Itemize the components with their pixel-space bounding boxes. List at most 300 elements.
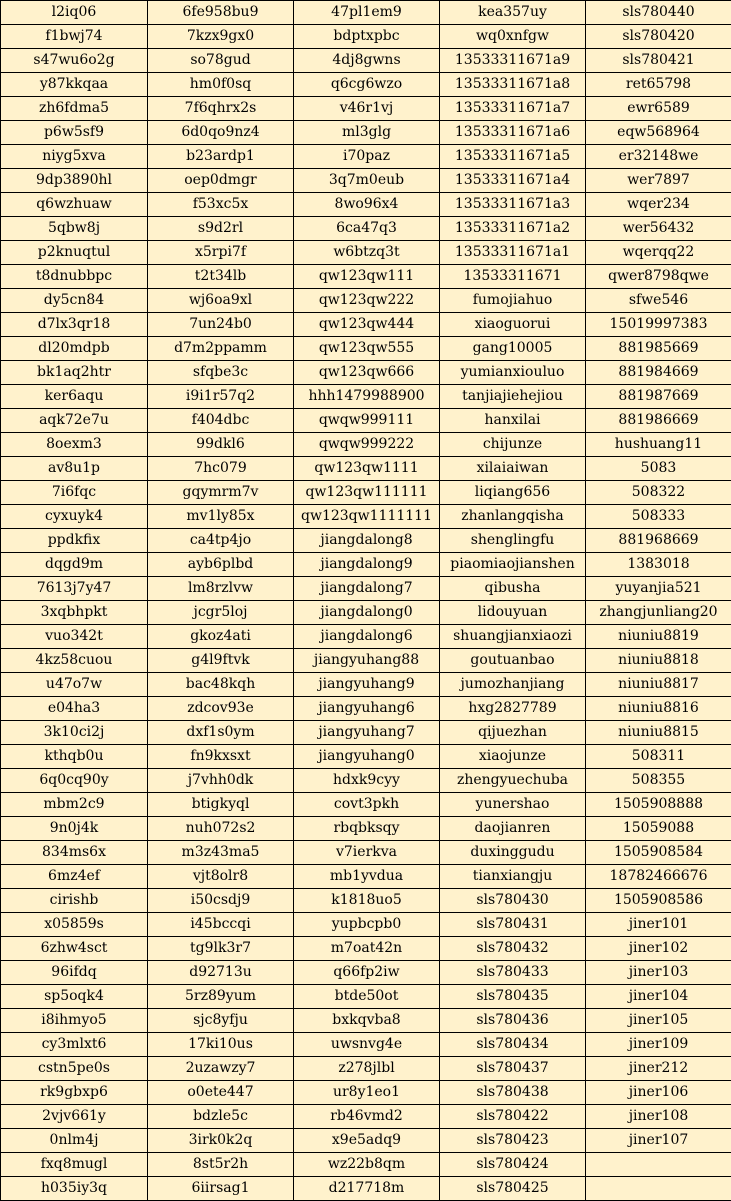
table-cell-col2: nuh072s2 <box>148 817 294 841</box>
table-cell-col3: rbqbksqy <box>294 817 440 841</box>
table-cell-col1: dqgd9m <box>1 553 148 577</box>
table-cell-col1: dy5cn84 <box>1 289 148 313</box>
table-cell-col4: wq0xnfgw <box>440 25 586 49</box>
table-row <box>1 25 731 49</box>
table-cell-col3: ml3glg <box>294 121 440 145</box>
table-cell-col2: gqymrm7v <box>148 481 294 505</box>
table-row <box>1 385 731 409</box>
table-cell-col2: x5rpi7f <box>148 241 294 265</box>
table-cell-col4: 13533311671a2 <box>440 217 586 241</box>
table-cell-col4: kea357uy <box>440 1 586 25</box>
table-cell-col5: 1505908888 <box>586 793 731 817</box>
table-cell-col3: qw123qw1111111 <box>294 505 440 529</box>
table-cell-col2: mv1ly85x <box>148 505 294 529</box>
table-cell-col4: sls780435 <box>440 985 586 1009</box>
table-row <box>1 409 731 433</box>
table-cell-col5: niuniu8817 <box>586 673 731 697</box>
table-cell-col1: vuo342t <box>1 625 148 649</box>
table-cell-col5: 15059088 <box>586 817 731 841</box>
table-cell-col4: xiaoguorui <box>440 313 586 337</box>
table-cell-col5: 15019997383 <box>586 313 731 337</box>
table-cell-col4: jumozhanjiang <box>440 673 586 697</box>
table-cell-col4: shuangjianxiaozi <box>440 625 586 649</box>
table-cell-col4: 13533311671a8 <box>440 73 586 97</box>
table-cell-col3: k1818uo5 <box>294 889 440 913</box>
table-row <box>1 265 731 289</box>
table-body <box>1 1 731 1201</box>
table-cell-col3: ur8y1eo1 <box>294 1081 440 1105</box>
table-cell-col2: g4l9ftvk <box>148 649 294 673</box>
table-row <box>1 337 731 361</box>
table-row <box>1 121 731 145</box>
table-cell-col2: o0ete447 <box>148 1081 294 1105</box>
table-row <box>1 577 731 601</box>
table-cell-col1: 6q0cq90y <box>1 769 148 793</box>
table-cell-col2: dxf1s0ym <box>148 721 294 745</box>
table-cell-col2: 6iirsag1 <box>148 1177 294 1201</box>
table-cell-col5: 881984669 <box>586 361 731 385</box>
table-row <box>1 913 731 937</box>
table-row <box>1 433 731 457</box>
table-cell-col3: jiangdalong8 <box>294 529 440 553</box>
table-cell-col4: zhanlangqisha <box>440 505 586 529</box>
table-cell-col3: qw123qw1111 <box>294 457 440 481</box>
table-row <box>1 529 731 553</box>
table-cell-col3: yupbcpb0 <box>294 913 440 937</box>
table-cell-col3: qw123qw666 <box>294 361 440 385</box>
table-cell-col1: 9n0j4k <box>1 817 148 841</box>
table-cell-col1: 7613j7y47 <box>1 577 148 601</box>
table-cell-col3: bdptxpbc <box>294 25 440 49</box>
table-cell-col2: ayb6plbd <box>148 553 294 577</box>
table-cell-col2: bac48kqh <box>148 673 294 697</box>
table-cell-col3: hdxk9cyy <box>294 769 440 793</box>
table-cell-col4: xiaojunze <box>440 745 586 769</box>
table-cell-col4: yunershao <box>440 793 586 817</box>
table-cell-col3: covt3pkh <box>294 793 440 817</box>
table-cell-col1: l2iq06 <box>1 1 148 25</box>
table-cell-col4: 13533311671a4 <box>440 169 586 193</box>
table-cell-col4: sls780436 <box>440 1009 586 1033</box>
table-cell-col5: niuniu8819 <box>586 625 731 649</box>
table-cell-col2: t2t34lb <box>148 265 294 289</box>
table-cell-col3: x9e5adq9 <box>294 1129 440 1153</box>
table-cell-col2: i50csdj9 <box>148 889 294 913</box>
table-row <box>1 1105 731 1129</box>
table-cell-col2: s9d2rl <box>148 217 294 241</box>
table-cell-col1: sp5oqk4 <box>1 985 148 1009</box>
table-cell-col3: v7ierkva <box>294 841 440 865</box>
table-cell-col1: 4kz58cuou <box>1 649 148 673</box>
table-row <box>1 937 731 961</box>
table-cell-col3: bxkqvba8 <box>294 1009 440 1033</box>
table-cell-col5 <box>586 1153 731 1177</box>
table-cell-col3: jiangdalong9 <box>294 553 440 577</box>
table-cell-col3: d217718m <box>294 1177 440 1201</box>
table-row <box>1 1 731 25</box>
table-cell-col5: wer7897 <box>586 169 731 193</box>
table-cell-col1: fxq8mugl <box>1 1153 148 1177</box>
table-cell-col2: 2uzawzy7 <box>148 1057 294 1081</box>
table-cell-col2: f53xc5x <box>148 193 294 217</box>
table-cell-col4: sls780433 <box>440 961 586 985</box>
table-cell-col5: yuyanjia521 <box>586 577 731 601</box>
table-cell-col2: 7un24b0 <box>148 313 294 337</box>
table-cell-col1: cyxuyk4 <box>1 505 148 529</box>
table-row <box>1 793 731 817</box>
table-cell-col5: 1505908586 <box>586 889 731 913</box>
table-cell-col2: so78gud <box>148 49 294 73</box>
table-row <box>1 457 731 481</box>
table-cell-col4: sls780430 <box>440 889 586 913</box>
table-cell-col3: 4dj8gwns <box>294 49 440 73</box>
table-row <box>1 505 731 529</box>
table-cell-col4: fumojiahuo <box>440 289 586 313</box>
table-cell-col3: btde50ot <box>294 985 440 1009</box>
table-cell-col1: h035iy3q <box>1 1177 148 1201</box>
table-cell-col5: jiner105 <box>586 1009 731 1033</box>
table-cell-col1: 3xqbhpkt <box>1 601 148 625</box>
table-cell-col1: t8dnubbpc <box>1 265 148 289</box>
table-cell-col3: jiangyuhang6 <box>294 697 440 721</box>
table-cell-col5: sfwe546 <box>586 289 731 313</box>
table-cell-col4: qijuezhan <box>440 721 586 745</box>
table-cell-col3: 3q7m0eub <box>294 169 440 193</box>
table-cell-col3: qw123qw111111 <box>294 481 440 505</box>
table-cell-col2: 6d0qo9nz4 <box>148 121 294 145</box>
table-cell-col5: ret65798 <box>586 73 731 97</box>
table-row <box>1 361 731 385</box>
table-cell-col2: wj6oa9xl <box>148 289 294 313</box>
table-cell-col3: i70paz <box>294 145 440 169</box>
table-cell-col5: 881985669 <box>586 337 731 361</box>
table-cell-col5: 508322 <box>586 481 731 505</box>
table-cell-col4: sls780425 <box>440 1177 586 1201</box>
table-cell-col2: 7hc079 <box>148 457 294 481</box>
table-cell-col3: wz22b8qm <box>294 1153 440 1177</box>
table-cell-col1: i8ihmyo5 <box>1 1009 148 1033</box>
table-cell-col1: 96ifdq <box>1 961 148 985</box>
table-cell-col2: 99dkl6 <box>148 433 294 457</box>
table-cell-col4: 13533311671a6 <box>440 121 586 145</box>
table-cell-col1: u47o7w <box>1 673 148 697</box>
table-cell-col2: b23ardp1 <box>148 145 294 169</box>
table-cell-col2: 8st5r2h <box>148 1153 294 1177</box>
table-cell-col5: 881968669 <box>586 529 731 553</box>
table-row <box>1 481 731 505</box>
table-cell-col1: 2vjv661y <box>1 1105 148 1129</box>
table-row <box>1 889 731 913</box>
table-row <box>1 553 731 577</box>
table-cell-col1: cirishb <box>1 889 148 913</box>
table-cell-col5: niuniu8818 <box>586 649 731 673</box>
table-cell-col2: 7kzx9gx0 <box>148 25 294 49</box>
table-cell-col5: jiner109 <box>586 1033 731 1057</box>
table-cell-col4: daojianren <box>440 817 586 841</box>
table-cell-col1: p2knuqtul <box>1 241 148 265</box>
table-cell-col1: ppdkfix <box>1 529 148 553</box>
table-cell-col3: jiangdalong0 <box>294 601 440 625</box>
table-cell-col4: sls780431 <box>440 913 586 937</box>
table-cell-col2: 17ki10us <box>148 1033 294 1057</box>
table-cell-col4: shenglingfu <box>440 529 586 553</box>
table-cell-col4: tanjiajiehejiou <box>440 385 586 409</box>
table-cell-col3: jiangyuhang88 <box>294 649 440 673</box>
table-cell-col5: jiner101 <box>586 913 731 937</box>
table-cell-col1: cy3mlxt6 <box>1 1033 148 1057</box>
table-cell-col4: sls780424 <box>440 1153 586 1177</box>
table-cell-col1: s47wu6o2g <box>1 49 148 73</box>
table-cell-col1: kthqb0u <box>1 745 148 769</box>
table-cell-col5: ewr6589 <box>586 97 731 121</box>
table-cell-col2: d7m2ppamm <box>148 337 294 361</box>
table-cell-col2: tg9lk3r7 <box>148 937 294 961</box>
table-cell-col1: y87kkqaa <box>1 73 148 97</box>
table-cell-col3: v46r1vj <box>294 97 440 121</box>
table-cell-col5: sls780440 <box>586 1 731 25</box>
table-cell-col1: dl20mdpb <box>1 337 148 361</box>
table-cell-col3: jiangdalong7 <box>294 577 440 601</box>
table-cell-col2: 3irk0k2q <box>148 1129 294 1153</box>
table-cell-col3: q66fp2iw <box>294 961 440 985</box>
table-cell-col1: cstn5pe0s <box>1 1057 148 1081</box>
table-cell-col1: p6w5sf9 <box>1 121 148 145</box>
table-cell-col2: oep0dmgr <box>148 169 294 193</box>
table-cell-col5: jiner106 <box>586 1081 731 1105</box>
table-cell-col2: f404dbc <box>148 409 294 433</box>
table-cell-col3: z278jlbl <box>294 1057 440 1081</box>
table-cell-col2: gkoz4ati <box>148 625 294 649</box>
table-cell-col3: qw123qw444 <box>294 313 440 337</box>
table-cell-col5: niuniu8816 <box>586 697 731 721</box>
table-cell-col2: d92713u <box>148 961 294 985</box>
table-cell-col2: bdzle5c <box>148 1105 294 1129</box>
table-cell-col2: m3z43ma5 <box>148 841 294 865</box>
table-row <box>1 625 731 649</box>
table-cell-col3: qwqw999222 <box>294 433 440 457</box>
table-row <box>1 97 731 121</box>
table-row <box>1 697 731 721</box>
table-cell-col5: eqw568964 <box>586 121 731 145</box>
table-cell-col3: jiangyuhang0 <box>294 745 440 769</box>
table-row <box>1 745 731 769</box>
table-cell-col4: qibusha <box>440 577 586 601</box>
table-cell-col1: rk9gbxp6 <box>1 1081 148 1105</box>
table-row <box>1 1129 731 1153</box>
table-cell-col4: duxinggudu <box>440 841 586 865</box>
table-row <box>1 73 731 97</box>
table-cell-col2: 7f6qhrx2s <box>148 97 294 121</box>
table-cell-col3: 8wo96x4 <box>294 193 440 217</box>
table-row <box>1 961 731 985</box>
table-cell-col5: jiner104 <box>586 985 731 1009</box>
table-row <box>1 865 731 889</box>
table-cell-col5: wqerqq22 <box>586 241 731 265</box>
table-cell-col5: jiner108 <box>586 1105 731 1129</box>
table-cell-col3: jiangyuhang9 <box>294 673 440 697</box>
table-cell-col2: j7vhh0dk <box>148 769 294 793</box>
table-row <box>1 721 731 745</box>
table-row <box>1 169 731 193</box>
table-cell-col1: 5qbw8j <box>1 217 148 241</box>
table-row <box>1 289 731 313</box>
table-cell-col4: sls780422 <box>440 1105 586 1129</box>
table-cell-col5: 508311 <box>586 745 731 769</box>
table-cell-col2: fn9kxsxt <box>148 745 294 769</box>
table-cell-col5: 881987669 <box>586 385 731 409</box>
table-row <box>1 49 731 73</box>
table-cell-col4: 13533311671a5 <box>440 145 586 169</box>
table-cell-col4: xilaiaiwan <box>440 457 586 481</box>
table-cell-col1: 6zhw4sct <box>1 937 148 961</box>
table-cell-col1: e04ha3 <box>1 697 148 721</box>
table-cell-col3: uwsnvg4e <box>294 1033 440 1057</box>
table-cell-col5: qwer8798qwe <box>586 265 731 289</box>
table-cell-col4: sls780438 <box>440 1081 586 1105</box>
table-cell-col5: 1505908584 <box>586 841 731 865</box>
table-cell-col4: tianxiangju <box>440 865 586 889</box>
table-cell-col3: qw123qw222 <box>294 289 440 313</box>
table-row <box>1 673 731 697</box>
table-cell-col3: 6ca47q3 <box>294 217 440 241</box>
table-row <box>1 1033 731 1057</box>
table-cell-col1: ker6aqu <box>1 385 148 409</box>
table-cell-col5: 508355 <box>586 769 731 793</box>
table-cell-col2: lm8rzlvw <box>148 577 294 601</box>
table-cell-col5: jiner103 <box>586 961 731 985</box>
table-cell-col4: 13533311671 <box>440 265 586 289</box>
table-cell-col1: niyg5xva <box>1 145 148 169</box>
table-cell-col1: 834ms6x <box>1 841 148 865</box>
table-cell-col5: niuniu8815 <box>586 721 731 745</box>
table-cell-col4: sls780423 <box>440 1129 586 1153</box>
table-cell-col5: 1383018 <box>586 553 731 577</box>
table-cell-col5: 508333 <box>586 505 731 529</box>
table-cell-col4: hxg2827789 <box>440 697 586 721</box>
table-cell-col3: qw123qw111 <box>294 265 440 289</box>
table-cell-col1: bk1aq2htr <box>1 361 148 385</box>
table-cell-col1: 6mz4ef <box>1 865 148 889</box>
table-row <box>1 1057 731 1081</box>
table-row <box>1 769 731 793</box>
table-cell-col4: sls780437 <box>440 1057 586 1081</box>
table-cell-col1: 9dp3890hl <box>1 169 148 193</box>
table-cell-col3: hhh1479988900 <box>294 385 440 409</box>
table-cell-col2: sfqbe3c <box>148 361 294 385</box>
table-row <box>1 313 731 337</box>
table-cell-col2: zdcov93e <box>148 697 294 721</box>
table-cell-col4: 13533311671a3 <box>440 193 586 217</box>
table-cell-col3: m7oat42n <box>294 937 440 961</box>
table-cell-col5: 5083 <box>586 457 731 481</box>
table-cell-col1: av8u1p <box>1 457 148 481</box>
table-cell-col5: hushuang11 <box>586 433 731 457</box>
table-cell-col3: jiangyuhang7 <box>294 721 440 745</box>
table-cell-col5: wer56432 <box>586 217 731 241</box>
table-row <box>1 145 731 169</box>
table-cell-col3: qw123qw555 <box>294 337 440 361</box>
table-cell-col4: sls780434 <box>440 1033 586 1057</box>
table-cell-col1: q6wzhuaw <box>1 193 148 217</box>
table-cell-col5: 18782466676 <box>586 865 731 889</box>
table-cell-col2: i45bccqi <box>148 913 294 937</box>
table-cell-col1: x05859s <box>1 913 148 937</box>
table-cell-col4: 13533311671a7 <box>440 97 586 121</box>
table-cell-col4: zhengyuechuba <box>440 769 586 793</box>
table-row <box>1 1153 731 1177</box>
table-row <box>1 841 731 865</box>
table-cell-col3: w6btzq3t <box>294 241 440 265</box>
table-cell-col2: i9i1r57q2 <box>148 385 294 409</box>
table-row <box>1 601 731 625</box>
table-cell-col3: mb1yvdua <box>294 865 440 889</box>
table-cell-col4: goutuanbao <box>440 649 586 673</box>
table-cell-col1: 0nlm4j <box>1 1129 148 1153</box>
table-cell-col2: ca4tp4jo <box>148 529 294 553</box>
table-cell-col4: lidouyuan <box>440 601 586 625</box>
table-cell-col4: 13533311671a1 <box>440 241 586 265</box>
table-cell-col2: vjt8olr8 <box>148 865 294 889</box>
table-cell-col5 <box>586 1177 731 1201</box>
table-row <box>1 1177 731 1201</box>
table-cell-col4: liqiang656 <box>440 481 586 505</box>
table-cell-col2: btigkyql <box>148 793 294 817</box>
table-cell-col1: mbm2c9 <box>1 793 148 817</box>
table-row <box>1 241 731 265</box>
table-cell-col3: jiangdalong6 <box>294 625 440 649</box>
table-cell-col5: er32148we <box>586 145 731 169</box>
table-cell-col3: qwqw999111 <box>294 409 440 433</box>
table-cell-col5: sls780421 <box>586 49 731 73</box>
table-cell-col2: 5rz89yum <box>148 985 294 1009</box>
table-cell-col4: gang10005 <box>440 337 586 361</box>
table-cell-col3: 47pl1em9 <box>294 1 440 25</box>
table-cell-col2: 6fe958bu9 <box>148 1 294 25</box>
table-row <box>1 1009 731 1033</box>
table-cell-col5: sls780420 <box>586 25 731 49</box>
table-cell-col5: wqer234 <box>586 193 731 217</box>
table-cell-col1: aqk72e7u <box>1 409 148 433</box>
table-cell-col5: jiner212 <box>586 1057 731 1081</box>
table-cell-col4: chijunze <box>440 433 586 457</box>
table-cell-col4: sls780432 <box>440 937 586 961</box>
table-cell-col1: f1bwj74 <box>1 25 148 49</box>
table-cell-col1: 8oexm3 <box>1 433 148 457</box>
table-cell-col3: q6cg6wzo <box>294 73 440 97</box>
table-cell-col5: zhangjunliang20 <box>586 601 731 625</box>
table-cell-col4: 13533311671a9 <box>440 49 586 73</box>
table-row <box>1 817 731 841</box>
table-cell-col1: zh6fdma5 <box>1 97 148 121</box>
table-row <box>1 193 731 217</box>
table-cell-col5: jiner107 <box>586 1129 731 1153</box>
table-cell-col1: d7lx3qr18 <box>1 313 148 337</box>
table-cell-col4: piaomiaojianshen <box>440 553 586 577</box>
table-row <box>1 217 731 241</box>
table-row <box>1 649 731 673</box>
table-row <box>1 985 731 1009</box>
table-cell-col2: jcgr5loj <box>148 601 294 625</box>
table-cell-col5: jiner102 <box>586 937 731 961</box>
table-cell-col1: 3k10ci2j <box>1 721 148 745</box>
table-cell-col3: rb46vmd2 <box>294 1105 440 1129</box>
table-row <box>1 1081 731 1105</box>
table-cell-col2: hm0f0sq <box>148 73 294 97</box>
table-cell-col1: 7i6fqc <box>1 481 148 505</box>
table-cell-col5: 881986669 <box>586 409 731 433</box>
table-cell-col4: yumianxiouluo <box>440 361 586 385</box>
table-cell-col4: hanxilai <box>440 409 586 433</box>
